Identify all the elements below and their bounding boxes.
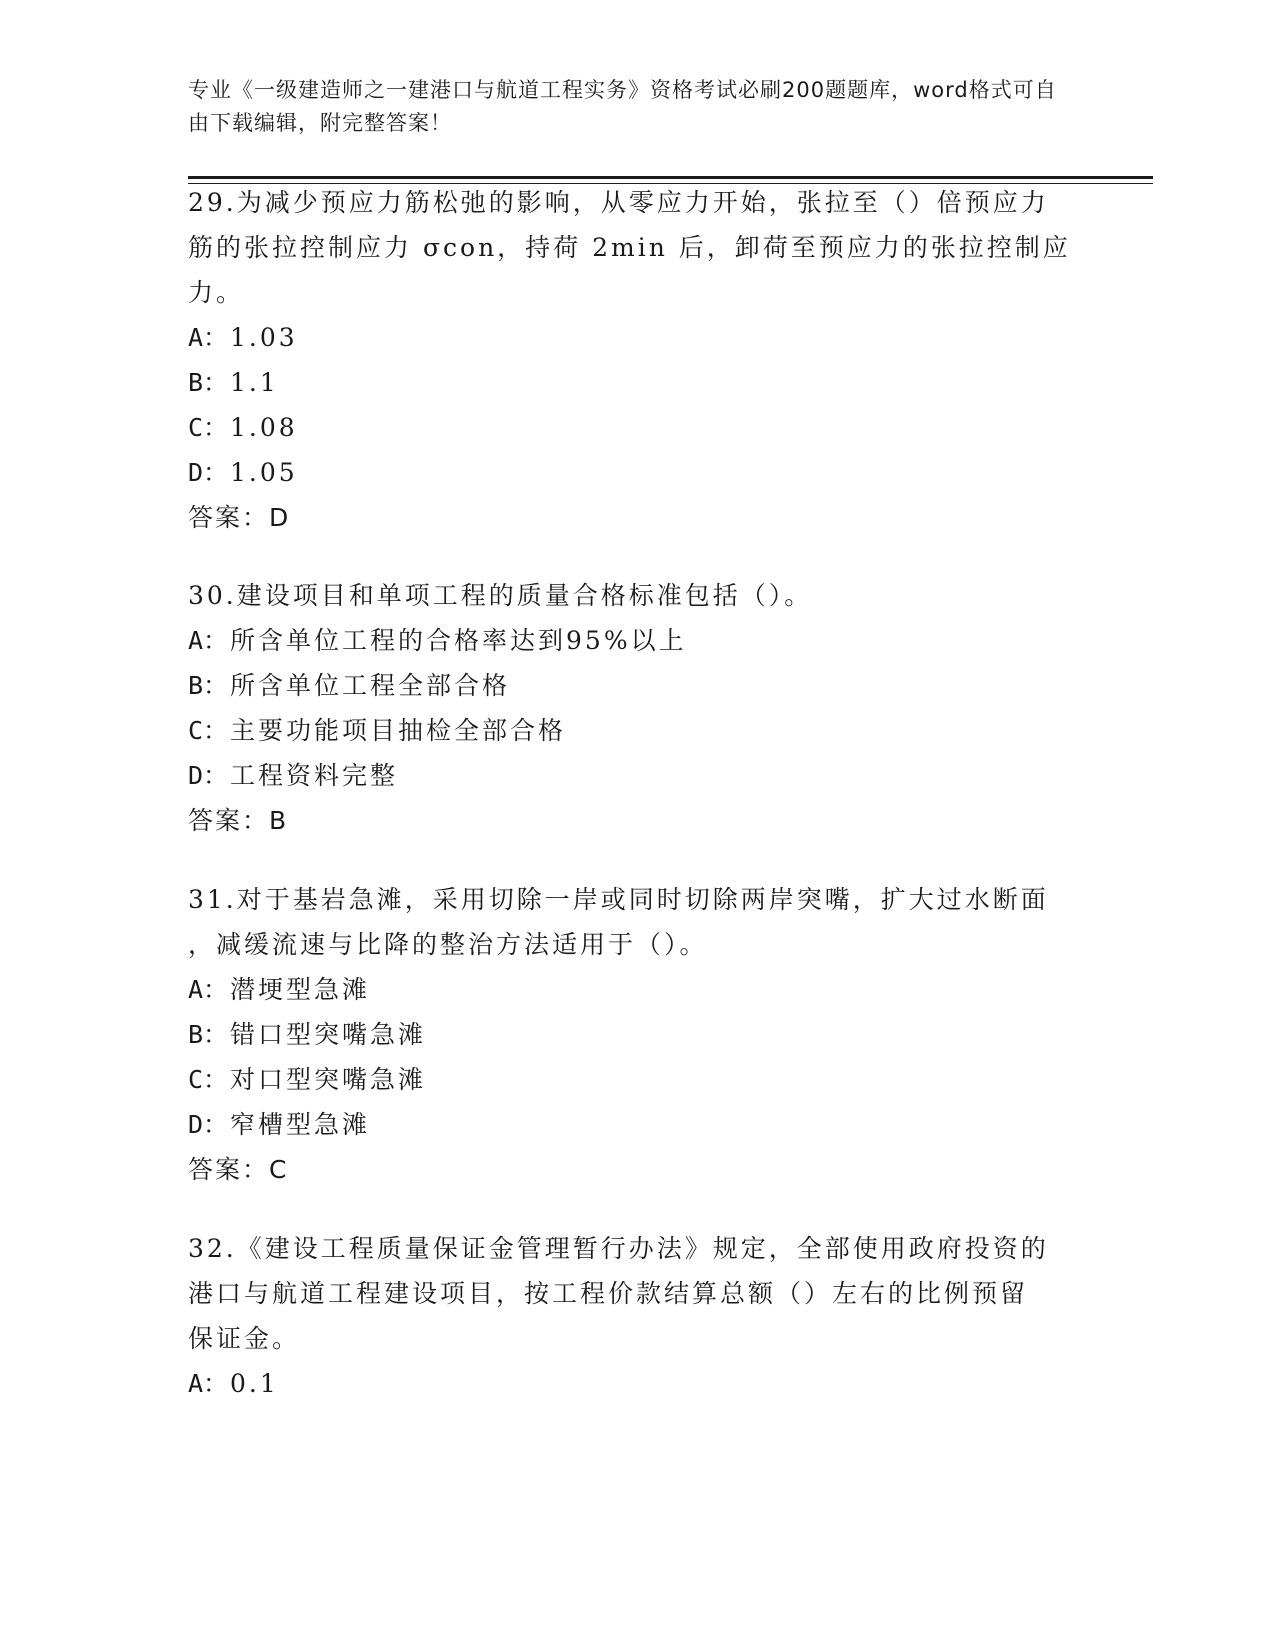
option-b	[188, 360, 1068, 405]
option-a	[188, 315, 1068, 360]
option-b	[188, 663, 1068, 708]
option-d	[188, 450, 1068, 495]
option-d	[188, 1102, 1068, 1147]
option-text: 1.03	[230, 323, 298, 352]
option-letter: C：	[188, 1065, 229, 1094]
option-text: 主要功能项目抽检全部合格	[230, 716, 567, 745]
option-letter: A：	[188, 975, 229, 1004]
question-text-line: 力。	[188, 278, 245, 307]
option-text: 潜埂型急滩	[230, 975, 371, 1004]
option-letter: D：	[188, 1110, 229, 1139]
question-30	[188, 573, 1068, 843]
option-letter: C：	[188, 716, 229, 745]
option-c	[188, 1057, 1068, 1102]
question-31	[188, 877, 1068, 1192]
option-letter: B：	[188, 368, 229, 397]
option-text: 1.08	[230, 413, 298, 442]
option-c	[188, 405, 1068, 450]
question-text-line: 30.建设项目和单项工程的质量合格标准包括（）。	[188, 581, 813, 610]
option-text: 1.05	[230, 458, 298, 487]
question-32	[188, 1226, 1068, 1406]
option-letter: C：	[188, 413, 229, 442]
option-text: 工程资料完整	[230, 761, 399, 790]
option-text: 错口型突嘴急滩	[230, 1020, 427, 1049]
option-text: 0.1	[230, 1369, 279, 1398]
option-text: 所含单位工程的合格率达到95%以上	[230, 626, 687, 655]
question-text-line: 筋的张拉控制应力 σcon，持荷 2min 后，卸荷至预应力的张拉控制应	[188, 233, 1071, 262]
option-b	[188, 1012, 1068, 1057]
answer-label: 答案：C	[188, 1155, 289, 1184]
option-letter: D：	[188, 458, 229, 487]
option-letter: B：	[188, 1020, 229, 1049]
option-c	[188, 708, 1068, 753]
answer-label: 答案：B	[188, 806, 289, 835]
option-letter: A：	[188, 626, 229, 655]
question-text-line: ，减缓流速与比降的整治方法适用于（）。	[188, 930, 708, 959]
question-text-line: 29.为减少预应力筋松弛的影响，从零应力开始，张拉至（）倍预应力	[188, 188, 1049, 217]
question-text-line: 32.《建设工程质量保证金管理暂行办法》规定，全部使用政府投资的	[188, 1234, 1049, 1263]
question-29	[188, 180, 1071, 540]
option-text: 对口型突嘴急滩	[230, 1065, 427, 1094]
question-text-line: 港口与航道工程建设项目，按工程价款结算总额（）左右的比例预留	[188, 1279, 1029, 1308]
option-letter: B：	[188, 671, 229, 700]
option-text: 所含单位工程全部合格	[230, 671, 511, 700]
option-letter: A：	[188, 1369, 229, 1398]
option-d	[188, 753, 1068, 798]
answer-label: 答案：D	[188, 503, 291, 532]
question-text-line: 保证金。	[188, 1324, 301, 1353]
option-a	[188, 967, 1068, 1012]
header-divider-thick	[188, 176, 1153, 179]
question-text-line: 31.对于基岩急滩，采用切除一岸或同时切除两岸突嘴，扩大过水断面	[188, 885, 1049, 914]
option-letter: D：	[188, 761, 229, 790]
option-text: 1.1	[230, 368, 279, 397]
option-text: 窄槽型急滩	[230, 1110, 371, 1139]
option-a	[188, 1361, 1068, 1406]
option-letter: A：	[188, 323, 229, 352]
document-header: 专业《一级建造师之一建港口与航道工程实务》资格考试必刷200题题库，word格式可自由下载编辑，附完整答案！	[188, 78, 1057, 135]
option-a	[188, 618, 1068, 663]
